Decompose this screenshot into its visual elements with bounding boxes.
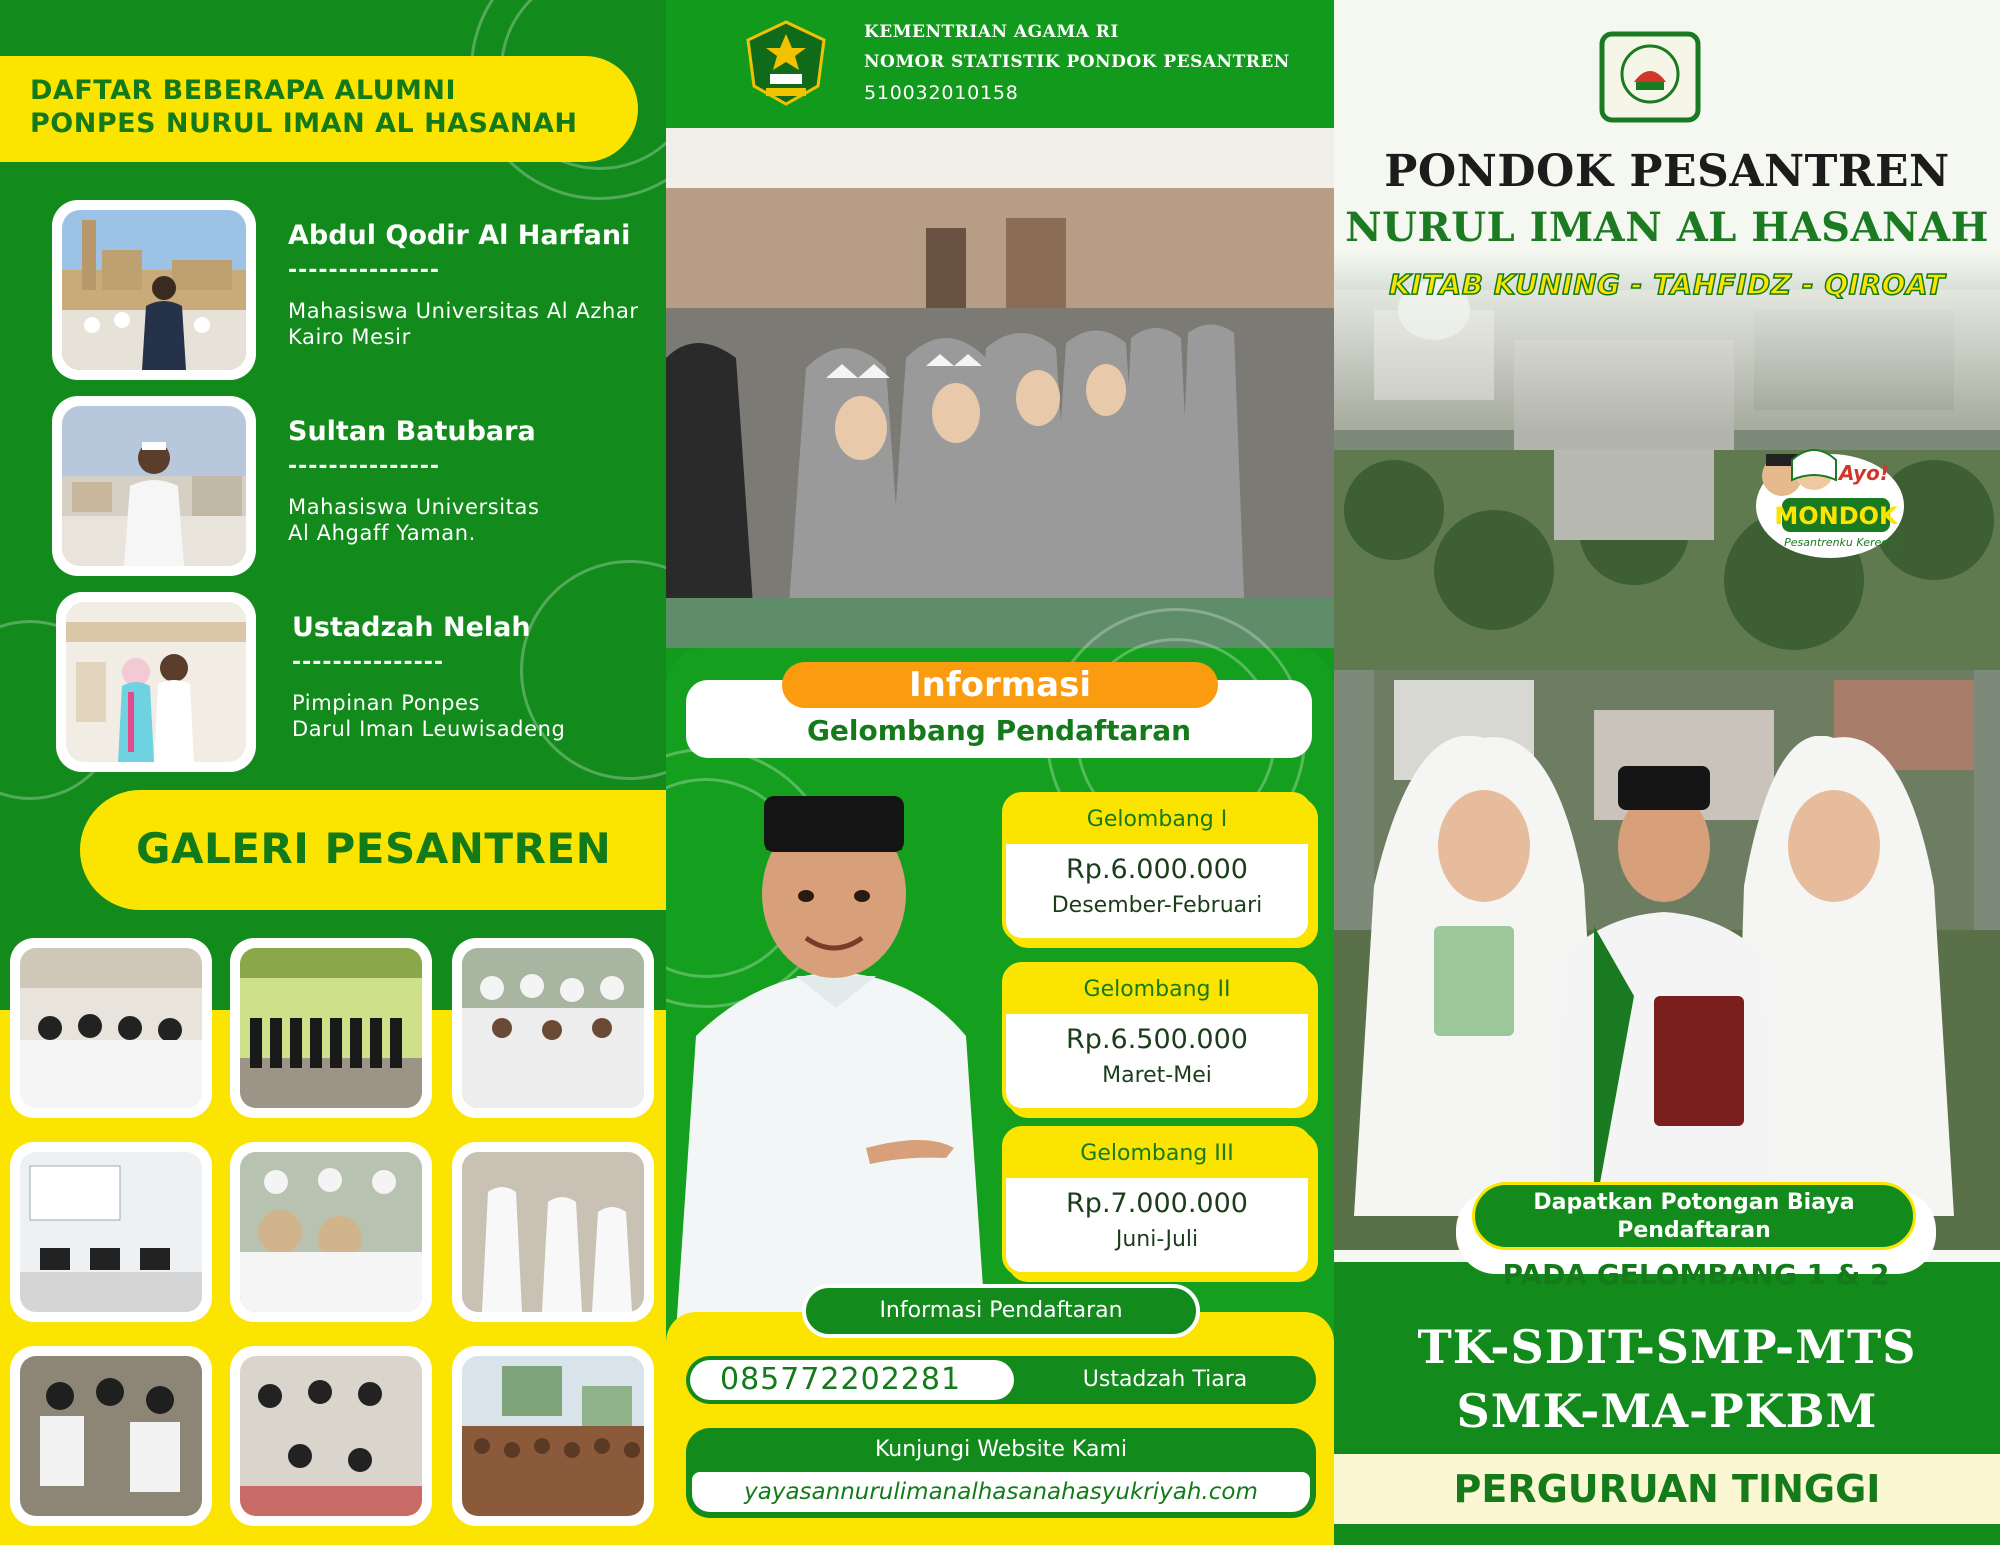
cover-panel: [1334, 0, 2000, 1545]
ministry-name: KEMENTRIAN AGAMA RI: [864, 22, 1119, 42]
wave-label: Gelombang III: [1006, 1130, 1308, 1178]
wave-card: [1002, 962, 1312, 1112]
alumni-desc-line: Pimpinan Ponpes: [292, 691, 481, 715]
wave-card: [1002, 792, 1312, 942]
alumni-photo-frame: [52, 200, 256, 380]
phone-number[interactable]: 085772202281: [690, 1360, 1014, 1400]
alumni-description: [288, 494, 540, 546]
kemenag-logo-icon: [744, 20, 828, 106]
contact-name: Ustadzah Tiara: [1082, 1367, 1248, 1392]
alumni-photo-frame: [52, 396, 256, 576]
alumni-desc-line: Al Ahgaff Yaman.: [288, 521, 476, 545]
wave-card: [1002, 1126, 1312, 1276]
alumni-card: [56, 592, 666, 772]
promo-condition: PADA GELOMBANG 1 & 2: [1502, 1258, 1890, 1291]
higher-education-bar: [1334, 1454, 2000, 1524]
ayo-mondok-badge: [1752, 440, 1908, 564]
contact-row: [686, 1356, 1316, 1404]
ministry-header: [666, 0, 1334, 128]
yayasan-logo-icon: [1598, 30, 1702, 124]
registration-panel: [666, 0, 1334, 1545]
alumni-heading-line2: PONPES NURUL IMAN AL HASANAH: [30, 108, 578, 139]
alumni-photo-frame: [56, 592, 256, 772]
registration-info-label: Informasi Pendaftaran: [802, 1284, 1200, 1338]
alumni-divider: ---------------: [288, 258, 440, 283]
wave-period: Juni-Juli: [1115, 1227, 1199, 1252]
gallery-photo: [452, 1346, 654, 1526]
website-box: [686, 1428, 1316, 1518]
alumni-heading-line1: DAFTAR BEBERAPA ALUMNI: [30, 75, 457, 106]
alumni-name: Sultan Batubara: [288, 416, 536, 447]
statistic-label: NOMOR STATISTIK PONDOK PESANTREN: [864, 52, 1290, 72]
gallery-photo: [452, 1142, 654, 1322]
alumni-photo: [62, 210, 246, 370]
alumni-name: Abdul Qodir Al Harfani: [288, 220, 631, 251]
wave-price: Rp.6.000.000: [1066, 854, 1248, 885]
alumni-card: [52, 200, 666, 380]
education-levels-line1: TK-SDIT-SMP-MTS: [1417, 1320, 1917, 1374]
higher-education-label: PERGURUAN TINGGI: [1453, 1467, 1881, 1511]
info-subtitle: Gelombang Pendaftaran: [806, 714, 1192, 747]
alumni-gallery-panel: [0, 0, 666, 1545]
gallery-photo: [10, 1142, 212, 1322]
alumni-heading-banner: [0, 56, 638, 162]
student-photo: [666, 776, 996, 1332]
alumni-divider: ---------------: [292, 650, 444, 675]
graduation-photo: [666, 128, 1334, 648]
pesantren-name: NURUL IMAN AL HASANAH: [1345, 204, 1989, 251]
badge-sub-text: Pesantrenku Kereen!!: [1784, 536, 1904, 549]
wave-label: Gelombang II: [1006, 966, 1308, 1014]
alumni-divider: ---------------: [288, 454, 440, 479]
website-link[interactable]: yayasannurulimanalhasanahasyukriyah.com: [692, 1472, 1310, 1512]
alumni-description: [288, 298, 639, 350]
education-levels-line2: SMK-MA-PKBM: [1456, 1384, 1878, 1438]
alumni-photo: [62, 406, 246, 566]
promo-line: Pendaftaran: [1617, 1218, 1771, 1243]
program-list: KITAB KUNING - TAHFIDZ - QIROAT: [1388, 268, 1946, 301]
gallery-photo: [230, 938, 432, 1118]
gallery-photo: [452, 938, 654, 1118]
alumni-name: Ustadzah Nelah: [292, 612, 531, 643]
alumni-desc-line: Mahasiswa Universitas Al Azhar: [288, 299, 639, 323]
gallery-heading-banner: [80, 790, 666, 910]
website-label: Kunjungi Website Kami: [874, 1437, 1128, 1462]
statistic-number: 510032010158: [864, 82, 1019, 104]
promo-banner: [1472, 1182, 1916, 1250]
wave-period: Desember-Februari: [1051, 893, 1263, 918]
alumni-photo: [66, 602, 246, 762]
gallery-heading: GALERI PESANTREN: [136, 824, 612, 873]
gallery-photo: [230, 1346, 432, 1526]
promo-line: Dapatkan Potongan Biaya: [1533, 1190, 1855, 1215]
wave-label: Gelombang I: [1006, 796, 1308, 844]
alumni-description: [292, 690, 565, 742]
gallery-photo: [230, 1142, 432, 1322]
wave-price: Rp.7.000.000: [1066, 1188, 1248, 1219]
wave-period: Maret-Mei: [1102, 1063, 1212, 1088]
badge-main-text: MONDOK: [1774, 502, 1898, 530]
alumni-desc-line: Mahasiswa Universitas: [288, 495, 540, 519]
info-title: Informasi: [782, 662, 1218, 708]
pesantren-title: PONDOK PESANTREN: [1384, 146, 1950, 197]
alumni-desc-line: Kairo Mesir: [288, 325, 411, 349]
students-photo: [1334, 736, 2000, 1216]
gallery-photo: [10, 938, 212, 1118]
wave-price: Rp.6.500.000: [1066, 1024, 1248, 1055]
alumni-card: [52, 396, 666, 576]
gallery-photo: [10, 1346, 212, 1526]
badge-top-text: Ayo!: [1839, 461, 1889, 485]
alumni-desc-line: Darul Iman Leuwisadeng: [292, 717, 566, 741]
